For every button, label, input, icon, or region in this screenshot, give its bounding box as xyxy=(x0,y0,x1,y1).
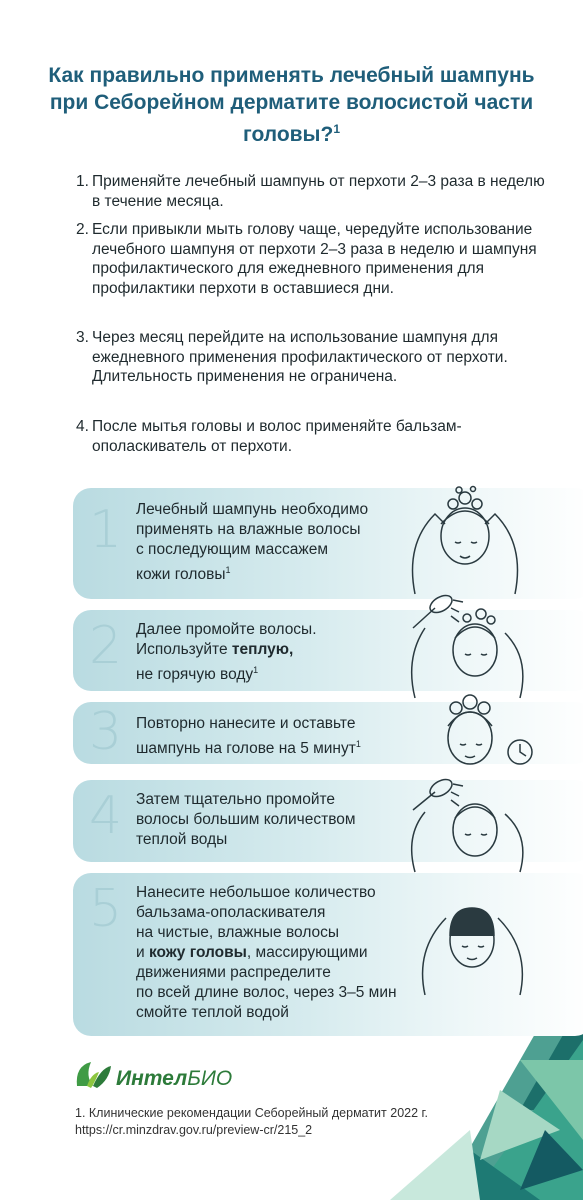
step-text: Повторно нанесите и оставьте шампунь на голове на 5 минут$^1$ xyxy=(136,715,361,758)
step-number: 1 xyxy=(89,500,123,560)
page-title: Как правильно применять лечебный шампунь при Себорейном дерматите волосистой части головы?$^1$ xyxy=(48,64,535,146)
face-waiting-clock-icon xyxy=(420,690,540,780)
step-text: Лечебный шампунь необходимо применять на влажные волосы с последующим массажем кожи головы$^1$ xyxy=(136,501,369,584)
step-text: Затем тщательно промойте волосы большим количеством теплой воды xyxy=(136,791,356,848)
face-balm-icon xyxy=(410,890,535,1000)
step-number: 2 xyxy=(89,616,123,676)
step-number: 4 xyxy=(89,786,123,846)
face-lathering-icon xyxy=(395,484,535,602)
step-number: 3 xyxy=(89,702,123,762)
shower-rinse-icon xyxy=(395,588,535,706)
intro-item-1: 1. Применяйте лечебный шампунь от перхоти 2–3 раза в неделю в течение месяца. xyxy=(76,173,545,210)
logo-wordmark: ИнтелБИО xyxy=(116,1067,233,1090)
step-text: Далее промойте волосы. Используйте теплую, не горячую воду$^1$ xyxy=(136,621,317,684)
references: 1. Клинические рекомендации Себорейный дерматит 2022 г. https://cr.minzdrav.gov.ru/preview-cr/215_2 xyxy=(75,1106,429,1137)
intro-item-4: 4. После мытья головы и волос применяйте бальзам-ополаскиватель от перхоти. xyxy=(76,418,462,455)
step-number: 5 xyxy=(89,879,123,939)
shower-rinse-icon-2 xyxy=(395,774,535,874)
intelbio-logo-icon xyxy=(73,1058,113,1090)
step-text: Нанесите небольшое количество бальзама-ополаскивателя на чистые, влажные волосы и кожу головы, массирующими движениями распределите по всей длине волос, через 3–5 мин смойте теплой водой xyxy=(136,884,397,1021)
intro-item-2: 2. Если привыкли мыть голову чаще, чередуйте использование лечебного шампуня от перхоти 2–3 раза в неделю и шампуня профилактического для ежедневного применения для профилактики перхоти в оставшиеся дни. xyxy=(76,221,537,297)
intro-item-3: 3. Через месяц перейдите на использование шампуня для ежедневного применения профилактического от перхоти. Длительность применения не ограничена. xyxy=(76,329,508,385)
